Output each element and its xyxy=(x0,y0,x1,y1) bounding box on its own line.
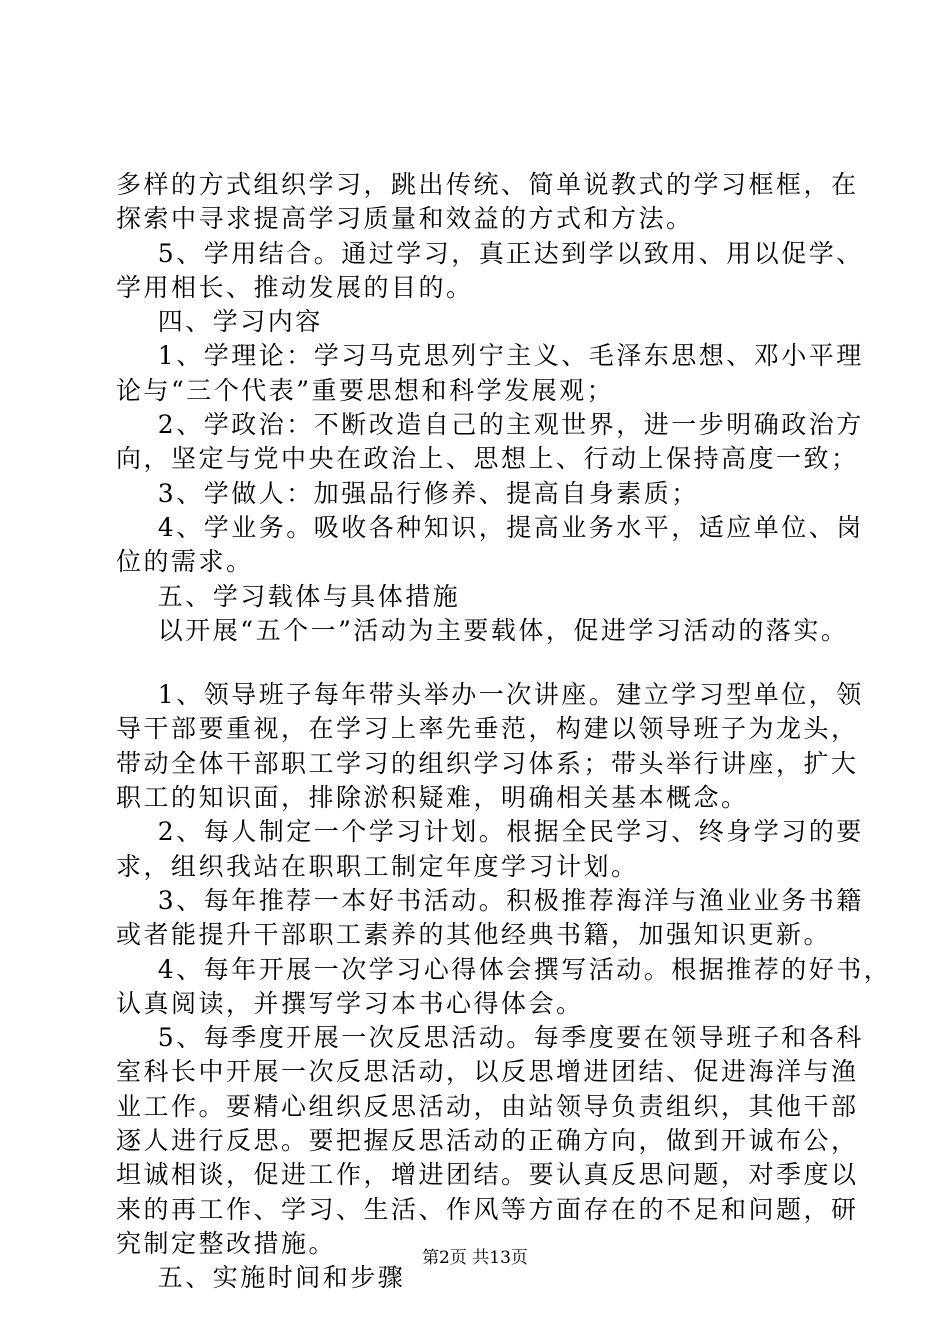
text-line: 向，坚定与党中央在政治上、思想上、行动上保持高度一致； xyxy=(116,444,859,474)
text-line: 5、每季度开展一次反思活动。每季度要在领导班子和各科 xyxy=(116,1023,864,1053)
document-body xyxy=(116,168,892,1296)
text-line: 或者能提升干部职工素养的其他经典书籍，加强知识更新。 xyxy=(116,920,832,950)
text-line: 3、学做人：加强品行修养、提高自身素质； xyxy=(116,478,699,508)
text-line: 五、学习载体与具体措施 xyxy=(116,581,461,611)
paragraph-gap xyxy=(116,648,836,678)
text-line: 1、学理论：学习马克思列宁主义、毛泽东思想、邓小平理 xyxy=(116,341,864,371)
text-line: 探索中寻求提高学习质量和效益的方式和方法。 xyxy=(116,204,694,234)
text-line: 求，组织我站在职职工制定年度学习计划。 xyxy=(116,851,639,881)
text-line: 2、学政治：不断改造自己的主观世界，进一步明确政治方 xyxy=(116,410,864,440)
text-line: 以开展“五个一”活动为主要载体，促进学习活动的落实。 xyxy=(116,615,849,645)
text-line: 多样的方式组织学习，跳出传统、简单说教式的学习框框，在 xyxy=(116,170,859,199)
text-line: 带动全体干部职工学习的组织学习体系；带头举行讲座，扩大 xyxy=(116,748,859,778)
text-line: 5、学用结合。通过学习，真正达到学以致用、用以促学、 xyxy=(116,238,864,268)
text-line: 究制定整改措施。 xyxy=(116,1228,337,1258)
text-line: 五、实施时间和步骤 xyxy=(116,1263,406,1293)
text-line: 职工的知识面，排除淤积疑难，明确相关基本概念。 xyxy=(116,783,749,813)
page-footer: 第2页 共13页 xyxy=(422,1248,528,1268)
text-line: 来的再工作、学习、生活、作风等方面存在的不足和问题，研 xyxy=(116,1194,859,1224)
text-block-before-gap xyxy=(116,168,864,648)
text-line: 逐人进行反思。要把握反思活动的正确方向，做到开诚布公， xyxy=(116,1126,859,1156)
text-line: 2、每人制定一个学习计划。根据全民学习、终身学习的要 xyxy=(116,817,864,847)
text-line: 室科长中开展一次反思活动，以反思增进团结、促进海洋与渔 xyxy=(116,1057,859,1087)
text-line: 3、每年推荐一本好书活动。积极推荐海洋与渔业业务书籍 xyxy=(116,885,864,915)
text-line: 认真阅读，并撰写学习本书心得体会。 xyxy=(116,988,584,1018)
text-line: 业工作。要精心组织反思活动，由站领导负责组织，其他干部 xyxy=(116,1091,859,1121)
text-line: 四、学习内容 xyxy=(116,307,323,337)
text-line: 4、学业务。吸收各种知识，提高业务水平，适应单位、岗 xyxy=(116,512,864,542)
text-line: 1、领导班子每年带头举办一次讲座。建立学习型单位，领 xyxy=(116,680,864,710)
text-line: 论与“三个代表”重要思想和科学发展观； xyxy=(116,375,615,405)
text-block-after-gap xyxy=(116,678,892,1295)
text-line: 坦诚相谈，促进工作，增进团结。要认真反思问题，对季度以 xyxy=(116,1160,859,1190)
text-line: 4、每年开展一次学习心得体会撰写活动。根据推荐的好书， xyxy=(116,954,892,984)
text-line: 学用相长、推动发展的目的。 xyxy=(116,272,474,302)
text-line: 位的需求。 xyxy=(116,547,254,577)
text-line: 导干部要重视，在学习上率先垂范，构建以领导班子为龙头， xyxy=(116,714,859,744)
